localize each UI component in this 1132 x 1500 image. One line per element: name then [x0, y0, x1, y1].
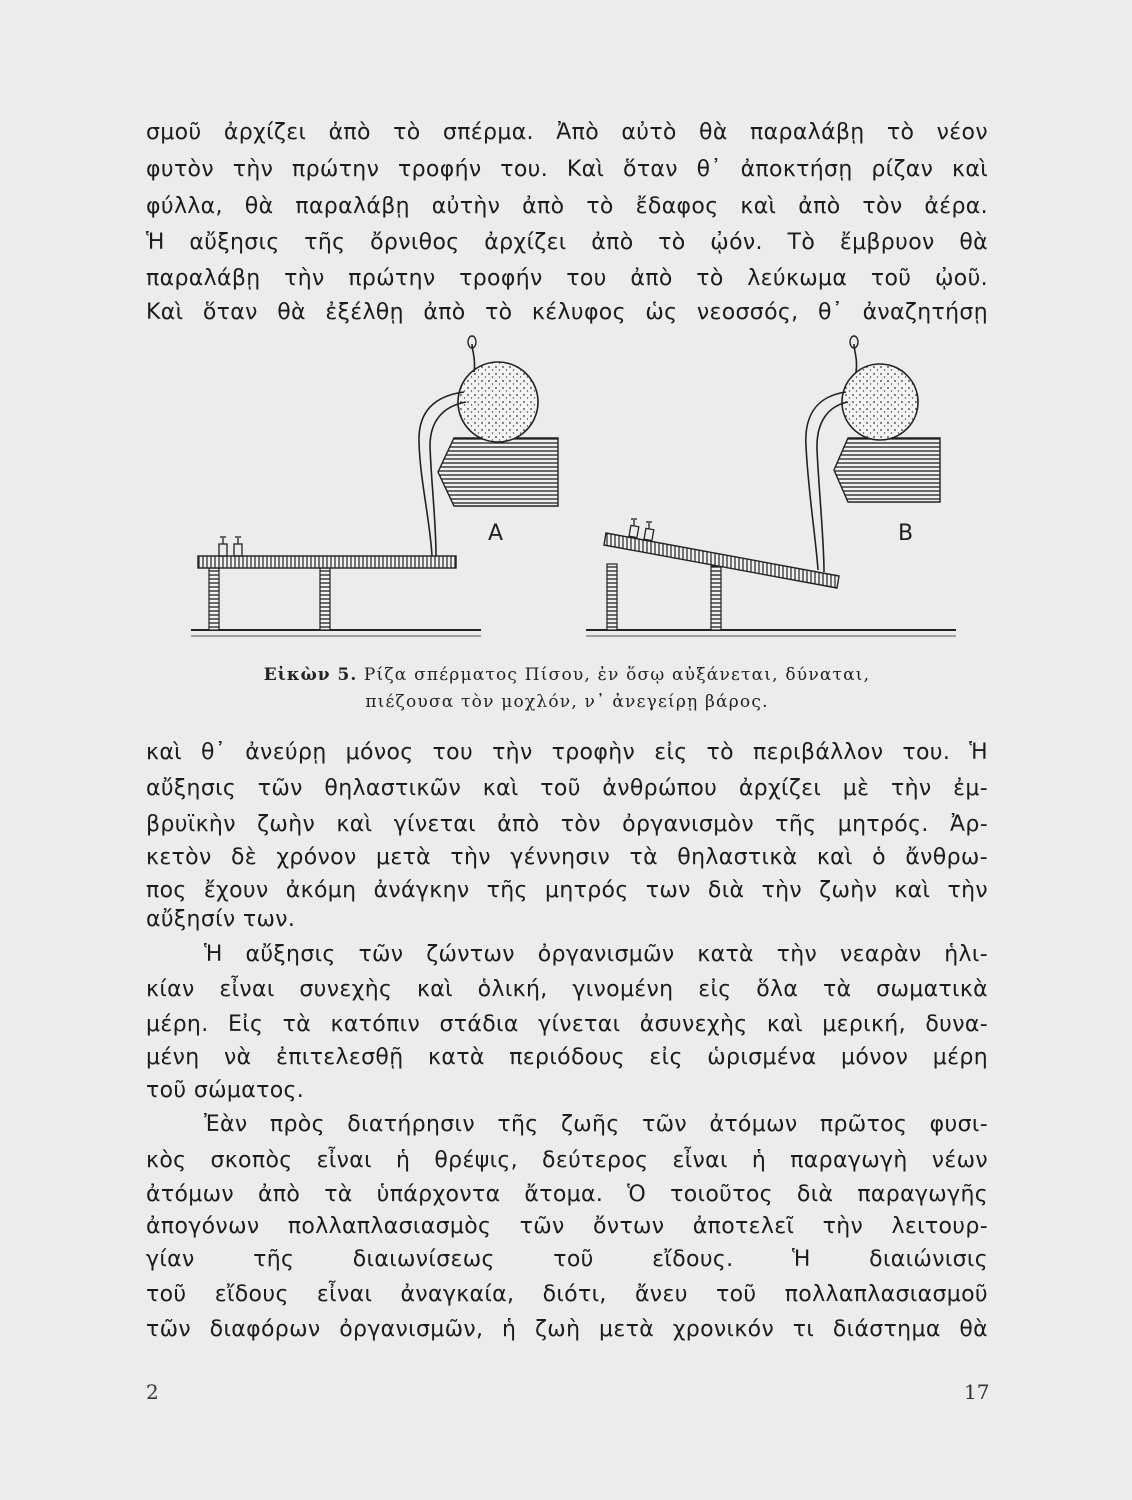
text-line: καὶ θ᾽ ἀνεύρῃ μόνος του τὴν τροφὴν εἰς τὸ περιβάλλον του. Ἡ	[146, 740, 988, 765]
text-line: Καὶ ὅταν θὰ ἐξέλθῃ ἀπὸ τὸ κέλυφος ὡς νεοσσός, θ᾽ ἀναζητήσῃ	[146, 300, 988, 325]
text-line: αὔξησίν των.	[146, 907, 296, 932]
figure-caption-label: Εἰκὼν 5.	[263, 665, 358, 685]
text-line: Ἐὰν πρὸς διατήρησιν τῆς ζωῆς τῶν ἀτόμων πρῶτος φυσι-	[204, 1112, 988, 1137]
text-line: Ἡ αὔξησις τῆς ὄρνιθος ἀρχίζει ἀπὸ τὸ ᾠόν. Τὸ ἔμβρυον θὰ	[146, 230, 988, 255]
text-line: παραλάβῃ τὴν πρώτην τροφήν του ἀπὸ τὸ λεύκωμα τοῦ ᾠοῦ.	[146, 266, 988, 291]
signature-mark: 2	[146, 1380, 159, 1404]
text-line: τοῦ εἴδους εἶναι ἀναγκαία, διότι, ἄνευ τοῦ πολλαπλασιασμοῦ	[146, 1282, 988, 1307]
text-line: φυτὸν τὴν πρώτην τροφήν του. Καὶ ὅταν θ᾽ ἀποκτήσῃ ρίζαν καὶ	[146, 157, 988, 182]
text-line: σμοῦ ἀρχίζει ἀπὸ τὸ σπέρμα. Ἀπὸ αὐτὸ θὰ παραλάβῃ τὸ νέον	[146, 120, 988, 145]
text-line: βρυϊκὴν ζωὴν καὶ γίνεται ἀπὸ τὸν ὀργανισμὸν τῆς μητρός. Ἀρ-	[146, 812, 988, 837]
figure-caption-text: Ρίζα σπέρματος Πίσου, ἐν ὅσῳ αὐξάνεται, δύναται,	[363, 665, 871, 685]
text-line: πος ἔχουν ἀκόμη ἀνάγκην τῆς μητρός των διὰ τὴν ζωὴν καὶ τὴν	[146, 878, 988, 903]
text-line: τῶν διαφόρων ὀργανισμῶν, ἡ ζωὴ μετὰ χρονικόν τι διάστημα θὰ	[146, 1317, 988, 1342]
figure-caption	[146, 663, 988, 687]
text-line: ἀτόμων ἀπὸ τὰ ὑπάρχοντα ἄτομα. Ὁ τοιοῦτος διὰ παραγωγῆς	[146, 1182, 988, 1207]
text-line: μέρη. Εἰς τὰ κατόπιν στάδια γίνεται ἀσυνεχὴς καὶ μερική, δυνα-	[146, 1012, 988, 1037]
panel-a-label: A	[488, 521, 504, 546]
text-line: κὸς σκοπὸς εἶναι ἡ θρέψις, δεύτερος εἶναι ἡ παραγωγὴ νέων	[146, 1148, 988, 1173]
text-line: γίαν τῆς διαιωνίσεως τοῦ εἴδους. Ἡ διαιώνισις	[146, 1247, 988, 1272]
text-line: Ἡ αὔξησις τῶν ζώντων ὀργανισμῶν κατὰ τὴν νεαρὰν ἡλι-	[204, 942, 988, 967]
text-line: αὔξησις τῶν θηλαστικῶν καὶ τοῦ ἀνθρώπου ἀρχίζει μὲ τὴν ἐμ-	[146, 776, 988, 801]
text-line: φύλλα, θὰ παραλάβῃ αὐτὴν ἀπὸ τὸ ἔδαφος καὶ ἀπὸ τὸν ἀέρα.	[146, 194, 988, 219]
lever-figure	[186, 330, 966, 650]
panel-b-label: B	[898, 521, 914, 546]
text-line: ἀπογόνων πολλαπλασιασμὸς τῶν ὄντων ἀποτελεῖ τὴν λειτουρ-	[146, 1214, 988, 1239]
text-line: τοῦ σώματος.	[146, 1078, 305, 1103]
figure-caption-line2: πιέζουσα τὸν μοχλόν, ν᾽ ἀνεγείρῃ βάρος.	[365, 692, 769, 712]
panel-a-illustration	[191, 336, 558, 636]
text-line: κίαν εἶναι συνεχὴς καὶ ὁλική, γινομένη εἰς ὅλα τὰ σωματικὰ	[146, 977, 988, 1002]
panel-b-illustration	[586, 336, 956, 636]
text-line: μένη νὰ ἐπιτελεσθῇ κατὰ περιόδους εἰς ὡρισμένα μόνον μέρη	[146, 1045, 988, 1070]
page-number: 17	[964, 1380, 990, 1404]
text-line: κετὸν δὲ χρόνον μετὰ τὴν γέννησιν τὰ θηλαστικὰ καὶ ὁ ἄνθρω-	[146, 845, 988, 870]
